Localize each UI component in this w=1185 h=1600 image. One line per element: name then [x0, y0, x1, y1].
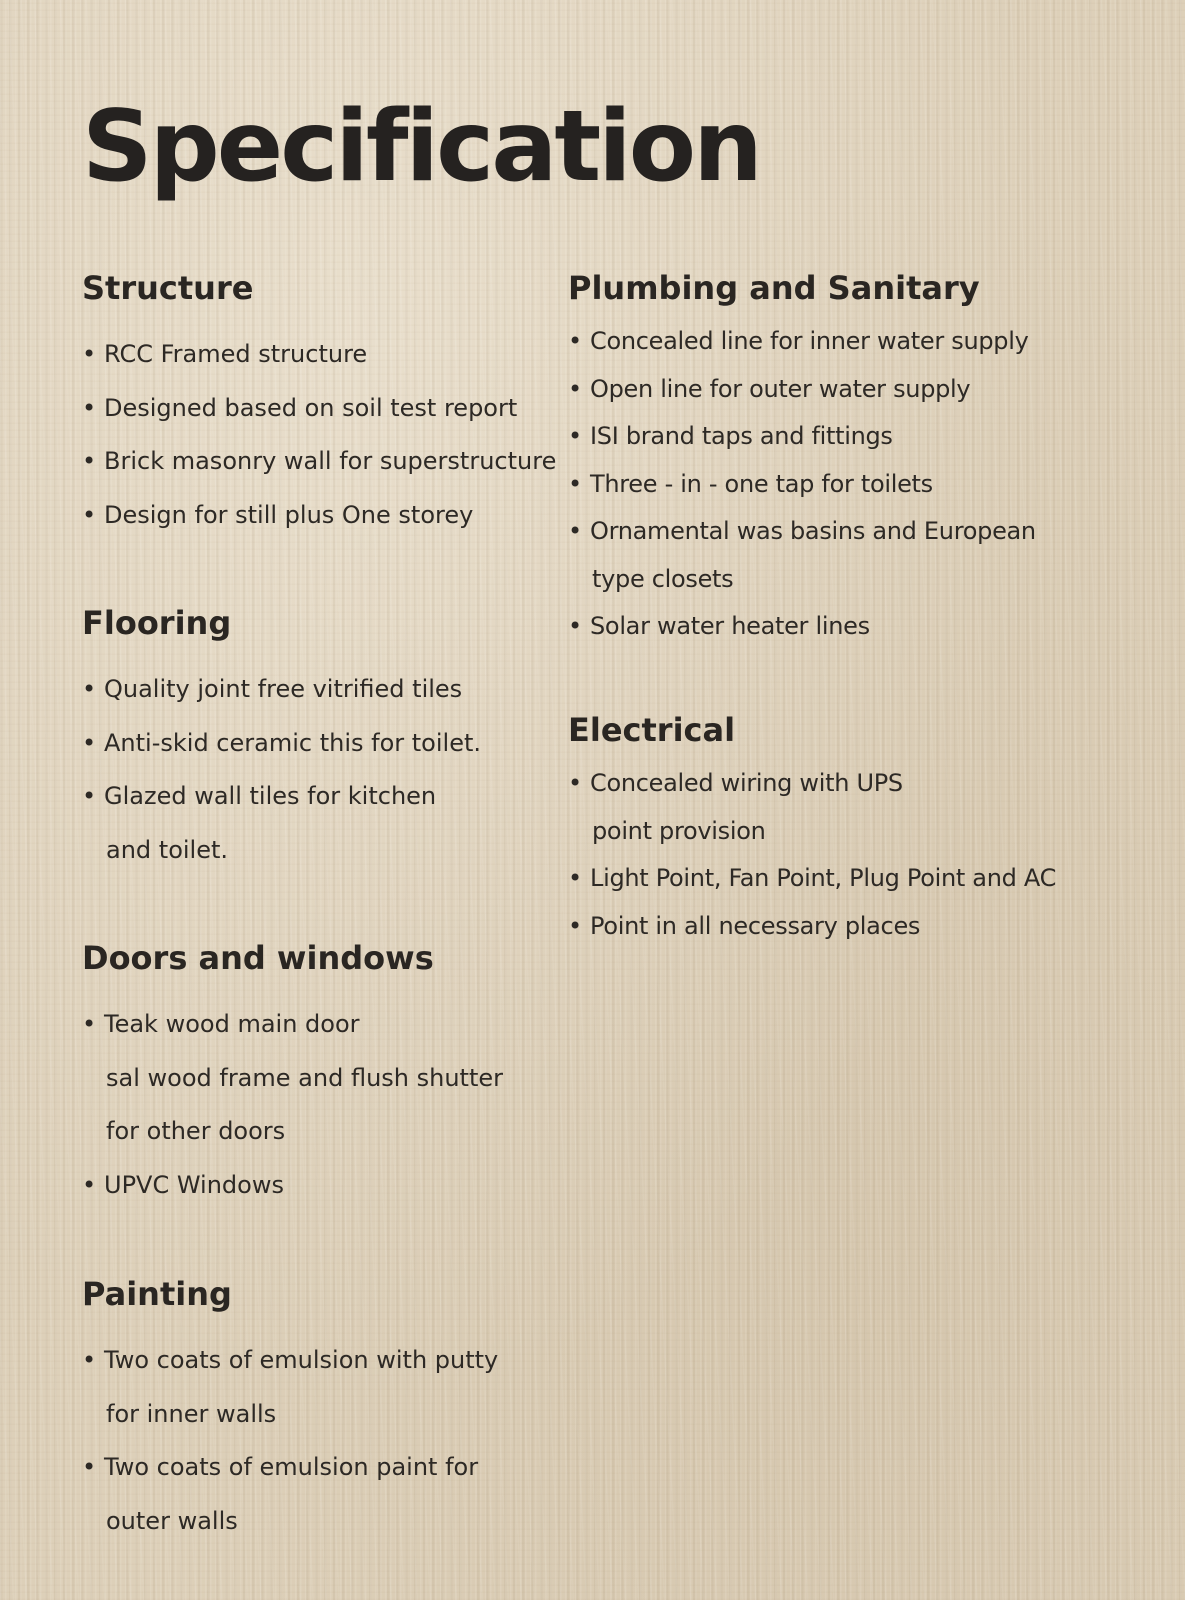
bullet-icon: • — [568, 612, 582, 640]
spec-item-line — [568, 603, 1168, 651]
bullet-icon: • — [82, 675, 97, 703]
bullet-icon: • — [82, 447, 97, 475]
spec-list-item — [568, 760, 1168, 855]
spec-item-text: Concealed wiring with UPS — [590, 769, 903, 797]
spec-list — [82, 663, 557, 877]
spec-item-text: type closets — [592, 564, 734, 593]
spec-item-text: Light Point, Fan Point, Plug Point and AC — [590, 864, 1057, 892]
section-structure — [82, 268, 557, 542]
bullet-icon: • — [82, 782, 97, 810]
spec-item-text: Design for still plus One storey — [104, 500, 474, 529]
spec-item-text: Solar water heater lines — [590, 612, 870, 640]
bullet-icon: • — [568, 769, 582, 797]
bullet-icon: • — [82, 728, 97, 757]
section-heading: Painting — [82, 1275, 232, 1313]
spec-item-text: for other doors — [106, 1117, 286, 1145]
spec-item-text: Point in all necessary places — [590, 911, 921, 940]
bullet-icon: • — [568, 517, 582, 545]
spec-list-item — [568, 366, 1168, 414]
bullet-icon: • — [82, 1010, 97, 1038]
spec-item-text: Anti-skid ceramic this for toilet. — [104, 728, 481, 757]
section-painting — [82, 1274, 557, 1548]
bullet-icon: • — [82, 500, 97, 529]
spec-item-text: and toilet. — [106, 835, 229, 864]
spec-item-text: for inner walls — [106, 1399, 277, 1428]
bullet-icon: • — [568, 327, 582, 355]
spec-item-line — [568, 413, 1168, 461]
section-doors-and-windows — [82, 938, 557, 1212]
bullet-icon: • — [568, 864, 582, 892]
spec-item-text: Teak wood main door — [104, 1010, 360, 1038]
spec-item-text: ISI brand taps and fittings — [590, 422, 893, 450]
section-heading: Electrical — [568, 711, 736, 749]
spec-list-item — [568, 461, 1168, 509]
spec-item-text: Two coats of emulsion with putty — [104, 1346, 499, 1374]
spec-list-item — [568, 413, 1168, 461]
spec-list-item — [82, 489, 557, 543]
spec-item-line — [82, 998, 557, 1052]
spec-item-continuation — [82, 1495, 557, 1549]
spec-list-item — [82, 717, 557, 771]
spec-list-item — [568, 508, 1168, 603]
spec-list-item — [82, 1159, 557, 1213]
page-title: Specification — [82, 90, 760, 204]
spec-item-continuation — [82, 824, 557, 878]
spec-item-line — [82, 1334, 557, 1388]
spec-item-line — [82, 1441, 557, 1495]
bullet-icon: • — [568, 469, 582, 498]
spec-item-continuation — [568, 808, 1168, 856]
spec-list-item — [82, 1334, 557, 1441]
spec-item-text: Three - in - one tap for toilets — [590, 469, 933, 498]
spec-list-item — [568, 855, 1168, 903]
section-heading: Flooring — [82, 604, 232, 642]
spec-list-item — [568, 903, 1168, 951]
spec-item-line — [82, 1159, 557, 1213]
bullet-icon: • — [82, 1453, 97, 1481]
spec-item-line — [568, 508, 1168, 556]
spec-list-item — [82, 328, 557, 382]
spec-item-line — [82, 489, 557, 543]
spec-item-text: Quality joint free vitrified tiles — [104, 675, 463, 703]
spec-item-text: point provision — [592, 816, 766, 845]
spec-item-line — [568, 903, 1168, 951]
spec-list-item — [82, 770, 557, 877]
spec-list — [82, 998, 557, 1212]
spec-item-text: Two coats of emulsion paint for — [104, 1453, 479, 1481]
spec-item-line — [82, 435, 557, 489]
spec-list-item — [568, 318, 1168, 366]
spec-item-text: outer walls — [106, 1506, 238, 1535]
spec-item-text: Open line for outer water supply — [590, 374, 971, 403]
spec-list — [568, 318, 1168, 651]
section-heading: Doors and windows — [82, 939, 434, 977]
spec-item-text: Designed based on soil test report — [104, 393, 518, 422]
spec-item-continuation — [568, 556, 1168, 604]
spec-list — [82, 328, 557, 542]
spec-list-item — [568, 603, 1168, 651]
spec-item-continuation — [82, 1052, 557, 1106]
spec-item-text: RCC Framed structure — [104, 340, 368, 368]
bullet-icon: • — [82, 1346, 97, 1374]
section-heading: Plumbing and Sanitary — [568, 269, 980, 307]
spec-item-line — [568, 461, 1168, 509]
spec-item-line — [568, 855, 1168, 903]
section-plumbing-and-sanitary — [568, 268, 1168, 651]
spec-item-line — [82, 717, 557, 771]
spec-item-line — [82, 328, 557, 382]
section-electrical — [568, 710, 1168, 950]
bullet-icon: • — [568, 911, 582, 940]
spec-list — [568, 760, 1168, 950]
bullet-icon: • — [82, 393, 97, 422]
spec-item-text: UPVC Windows — [104, 1170, 284, 1199]
bullet-icon: • — [82, 1170, 97, 1199]
spec-list-item — [82, 435, 557, 489]
spec-item-text: Brick masonry wall for superstructure — [104, 447, 557, 475]
spec-list-item — [82, 998, 557, 1159]
spec-list-item — [82, 1441, 557, 1548]
spec-item-continuation — [82, 1105, 557, 1159]
spec-list — [82, 1334, 557, 1548]
spec-item-line — [82, 382, 557, 436]
spec-item-line — [82, 770, 557, 824]
spec-item-text: Glazed wall tiles for kitchen — [104, 782, 437, 810]
bullet-icon: • — [568, 374, 582, 403]
spec-item-line — [568, 366, 1168, 414]
spec-item-line — [82, 663, 557, 717]
spec-item-line — [568, 760, 1168, 808]
section-heading: Structure — [82, 269, 254, 307]
spec-item-line — [568, 318, 1168, 366]
spec-list-item — [82, 663, 557, 717]
bullet-icon: • — [568, 422, 582, 450]
section-flooring — [82, 603, 557, 877]
spec-item-continuation — [82, 1388, 557, 1442]
spec-item-text: Ornamental was basins and European — [590, 517, 1036, 545]
spec-item-text: Concealed line for inner water supply — [590, 327, 1029, 355]
bullet-icon: • — [82, 340, 97, 368]
spec-list-item — [82, 382, 557, 436]
spec-item-text: sal wood frame and flush shutter — [106, 1063, 503, 1092]
